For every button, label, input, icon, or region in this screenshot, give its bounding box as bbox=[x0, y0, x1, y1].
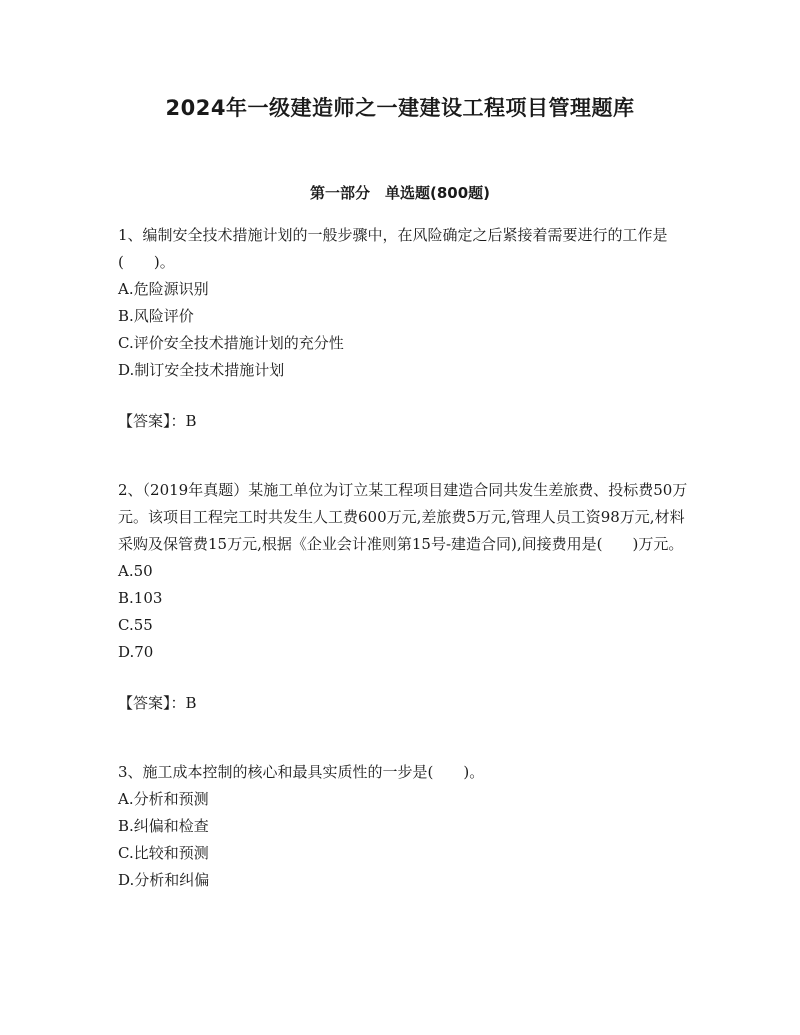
answer-line: 【答案】：B bbox=[118, 694, 197, 712]
option-c: C.比较和预测 bbox=[118, 844, 209, 862]
option-d: D.制订安全技术措施计划 bbox=[118, 361, 285, 379]
option-c: C.评价安全技术措施计划的充分性 bbox=[118, 334, 344, 352]
option-d: D.分析和纠偏 bbox=[118, 871, 210, 889]
option-a: A.危险源识别 bbox=[118, 280, 209, 298]
question-3 bbox=[118, 759, 688, 894]
option-b: B.103 bbox=[118, 589, 163, 607]
document-title: 2024年一级建造师之一建建设工程项目管理题库 bbox=[165, 96, 635, 120]
question-list bbox=[118, 222, 688, 936]
option-b: B.风险评价 bbox=[118, 307, 194, 325]
option-b: B.纠偏和检查 bbox=[118, 817, 209, 835]
question-1 bbox=[118, 222, 688, 435]
question-2 bbox=[118, 477, 688, 717]
option-a: A.分析和预测 bbox=[118, 790, 209, 808]
question-stem: 2、（2019年真题）某施工单位为订立某工程项目建造合同共发生差旅费、投标费50万元。该项目工程完工时共发生人工费600万元,差旅费5万元,管理人员工资98万元,材料采购及保管费15万元,根据《企业会计准则第15号-建造合同),间接费用是( )万元。 bbox=[118, 481, 688, 553]
section-heading: 第一部分 单选题(800题) bbox=[309, 184, 491, 202]
option-c: C.55 bbox=[118, 616, 153, 634]
question-stem: 3、施工成本控制的核心和最具实质性的一步是( )。 bbox=[118, 763, 485, 781]
answer-line: 【答案】：B bbox=[118, 412, 197, 430]
question-stem: 1、编制安全技术措施计划的一般步骤中，在风险确定之后紧接着需要进行的工作是( )。 bbox=[118, 226, 668, 271]
option-d: D.70 bbox=[118, 643, 154, 661]
option-a: A.50 bbox=[118, 562, 153, 580]
